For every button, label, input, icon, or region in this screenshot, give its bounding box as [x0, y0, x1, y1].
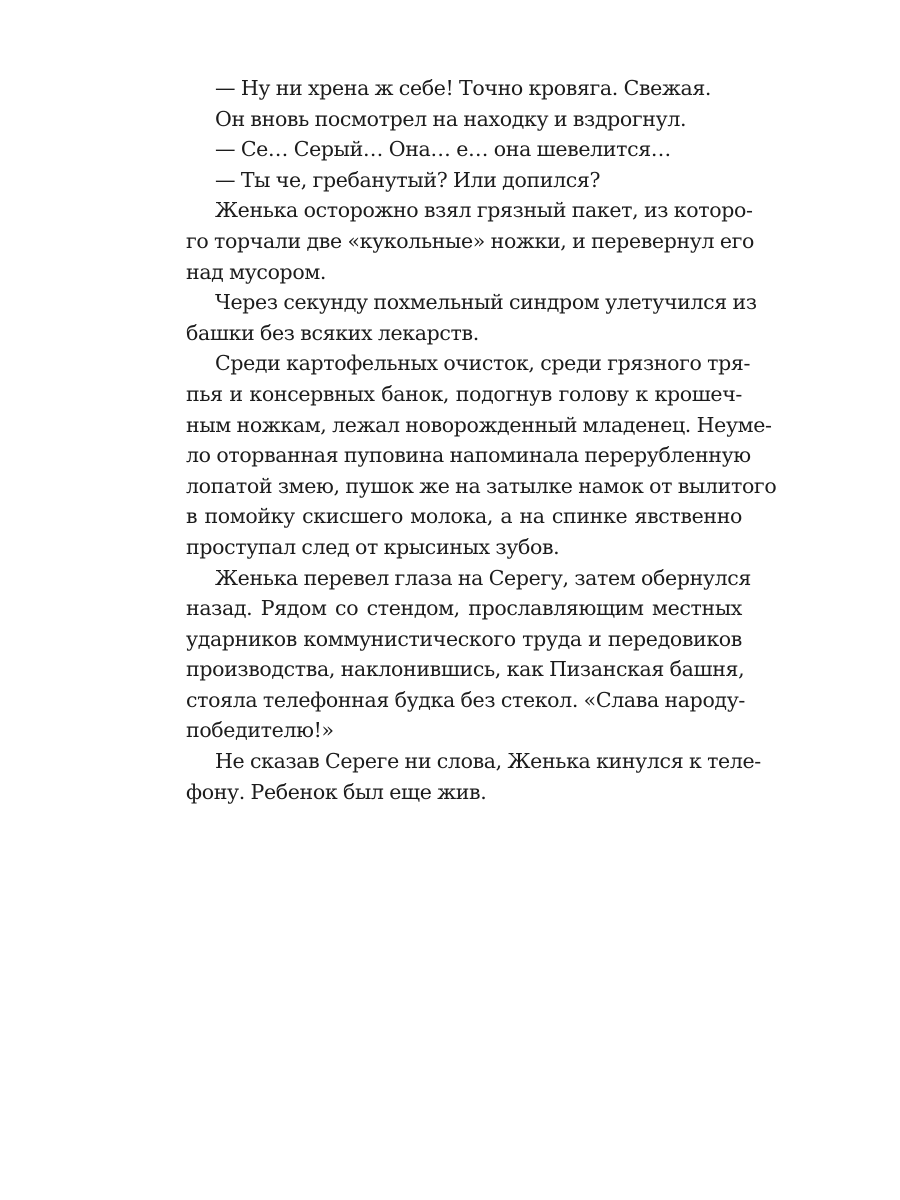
text-line: Не сказав Сереге ни слова, Женька кинулся к теле- [215, 749, 761, 774]
text-line: — Ты че, гребанутый? Или допился? [215, 167, 601, 192]
text-line: лопатой змею, пушок же на затылке намок от вылитого [186, 473, 777, 498]
text-line: над мусором. [186, 259, 327, 284]
text-line: проступал след от крысиных зубов. [186, 534, 560, 559]
text-line: производства, наклонившись, как Пизанская башня, [186, 657, 745, 682]
text-line: башки без всяких лекарств. [186, 320, 479, 345]
paragraph-narration-5 [186, 563, 752, 747]
paragraph-narration-4 [186, 348, 777, 562]
text-line: Через секунду похмельный синдром улетучился из [215, 290, 757, 315]
paragraph-narration-2 [186, 195, 754, 287]
text-line: Он вновь посмотрел на находку и вздрогнул. [215, 106, 687, 131]
text-line: ударников коммунистического труда и передовиков [186, 626, 742, 651]
paragraph-narration-1 [186, 104, 742, 135]
paragraph-narration-3 [186, 287, 757, 348]
text-line: го торчали две «кукольные» ножки, и перевернул его [186, 228, 754, 253]
text-line: Женька перевел глаза на Серегу, затем обернулся [215, 565, 752, 590]
book-page [186, 73, 777, 807]
text-line: Среди картофельных очисток, среди грязного тря- [215, 351, 751, 376]
text-line: — Ну ни хрена ж себе! Точно кровяга. Свежая. [215, 76, 712, 100]
text-line: ло оторванная пуповина напоминала перерубленную [186, 443, 751, 468]
text-line: стояла телефонная будка без стекол. «Слава народу- [186, 687, 745, 712]
paragraph-dialogue-1 [186, 73, 742, 104]
text-line: Женька осторожно взял грязный пакет, из которо- [215, 198, 753, 223]
paragraph-narration-6 [186, 746, 761, 807]
text-line: ным ножкам, лежал новорожденный младенец. Неуме- [186, 412, 772, 437]
text-line: назад. Рядом со стендом, прославляющим местных [186, 596, 742, 621]
text-line: победителю!» [186, 718, 334, 743]
text-line: пья и консервных банок, подогнув голову к крошеч- [186, 381, 742, 406]
paragraph-dialogue-3 [186, 165, 742, 196]
paragraph-dialogue-2 [186, 134, 742, 165]
text-line: — Се… Серый… Она… е… она шевелится… [215, 137, 671, 162]
text-line: в помойку скисшего молока, а на спинке явственно [186, 504, 742, 529]
text-line: фону. Ребенок был еще жив. [186, 779, 487, 804]
